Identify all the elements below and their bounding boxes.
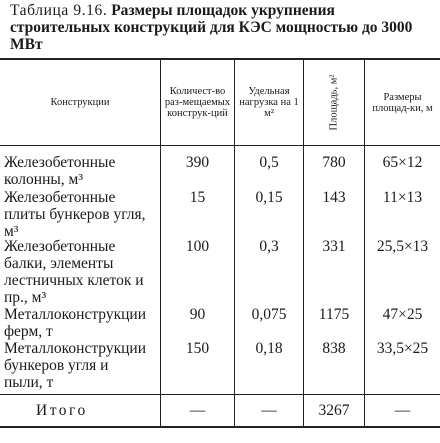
row-load: 0,5	[259, 154, 279, 171]
total-size: —	[394, 402, 411, 419]
total-divider	[0, 394, 440, 395]
row-size: 25,5×13	[376, 238, 429, 255]
table-row	[0, 152, 440, 192]
header-count: Количест-во раз-мещаемых конструк-ций	[164, 86, 231, 119]
row-count: 90	[189, 306, 206, 323]
header-name: Конструкции	[50, 97, 110, 108]
row-load: 0,15	[255, 189, 283, 206]
row-name: Железобетонные колонны, м³	[4, 154, 116, 188]
table-header	[0, 60, 440, 146]
table-row	[0, 306, 440, 342]
row-name: Металлоконструкции ферм, т	[4, 306, 146, 340]
column-divider	[364, 394, 365, 426]
row-name: Железобетонные плиты бункеров угля, м³	[4, 189, 146, 240]
header-area	[304, 60, 364, 145]
row-load: 0,18	[255, 340, 283, 357]
row-count: 15	[189, 189, 206, 206]
row-name: Железобетонные балки, элементы лестничных клеток и пр., м³	[4, 238, 144, 306]
row-area: 1175	[318, 306, 350, 323]
row-area: 780	[322, 154, 346, 171]
row-load: 0,3	[259, 238, 279, 255]
header-area-label: Площадь, м²	[328, 74, 340, 131]
column-divider	[234, 394, 235, 426]
data-table	[0, 58, 440, 146]
row-size: 47×25	[382, 306, 423, 323]
table-number: Таблица 9.16.	[10, 2, 108, 19]
table-caption	[10, 2, 436, 53]
row-area: 838	[322, 340, 346, 357]
header-size: Размеры площад-ки, м	[372, 91, 433, 114]
row-count: 150	[185, 340, 210, 357]
row-load: 0,075	[251, 306, 287, 323]
column-divider	[160, 394, 161, 426]
row-name: Металлоконструкции бункеров угля и пыли, т	[4, 340, 146, 391]
row-area: 331	[322, 238, 346, 255]
table-bottom-border	[0, 426, 440, 428]
total-row	[0, 400, 440, 424]
total-label: Итого	[36, 402, 88, 419]
table-title: Размеры площадок укрупнения строительных конструкций для КЭС мощностью до 3000 МВт	[10, 2, 413, 53]
table-row	[0, 340, 440, 392]
header-load: Удельная нагрузка на 1 м²	[239, 86, 299, 119]
total-load: —	[261, 402, 277, 419]
row-area: 143	[322, 189, 346, 206]
table-row	[0, 187, 440, 239]
row-size: 11×13	[382, 189, 423, 206]
column-divider	[303, 394, 304, 426]
row-count: 100	[185, 238, 210, 255]
row-size: 33,5×25	[376, 340, 429, 357]
row-count: 390	[185, 154, 210, 171]
total-area: 3267	[318, 402, 350, 419]
row-size: 65×12	[382, 154, 423, 171]
total-count: —	[189, 402, 206, 419]
table-row	[0, 238, 440, 308]
